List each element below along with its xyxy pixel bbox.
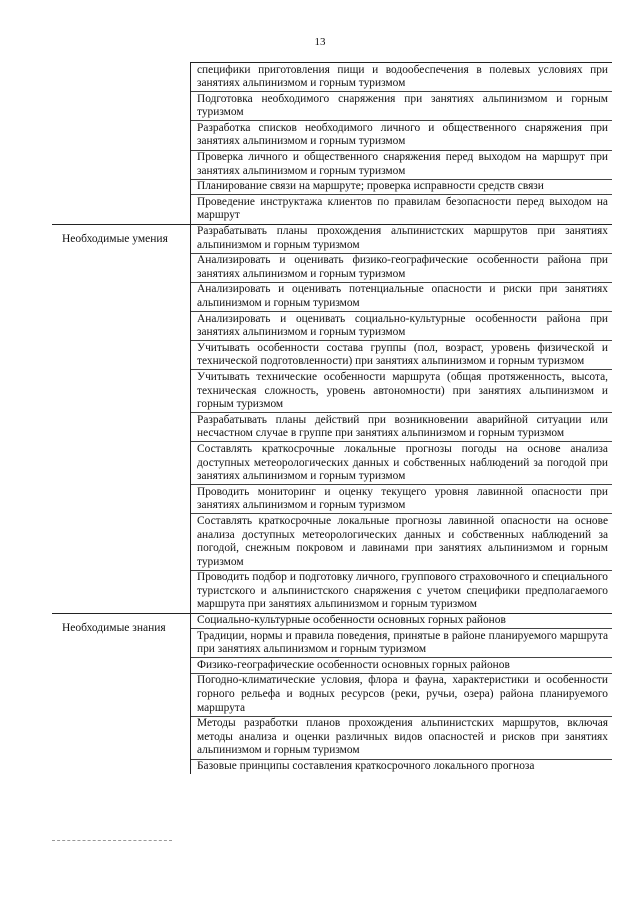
page-number: 13: [314, 36, 326, 48]
list-item: Составлять краткосрочные локальные прогнозы лавинной опасности на основе анализа доступных метеорологических данных и собственных наблюдений за погодой, снежным покровом и лавинами при занятиях альпинизмом и горным туризмом: [191, 514, 612, 570]
list-item: Разрабатывать планы действий при возникновении аварийной ситуации или несчастном случае в группе при занятиях альпинизмом и горным туризмом: [191, 413, 612, 442]
list-item: Анализировать и оценивать социально-культурные особенности района при занятиях альпинизмом и горным туризмом: [191, 312, 612, 341]
table-row: [52, 224, 612, 613]
list-item: Погодно-климатические условия, флора и фауна, характеристики и особенности горного рельефа и водных ресурсов (реки, ручьи, озера) района планируемого маршрута: [191, 674, 612, 717]
list-item: Подготовка необходимого снаряжения при занятиях альпинизмом и горным туризмом: [191, 92, 612, 121]
section-label: Необходимые знания: [62, 621, 166, 634]
list-item: Социально-культурные особенности основных горных районов: [191, 614, 612, 630]
list-item: Проводить мониторинг и оценку текущего уровня лавинной опасности при занятиях альпинизмом и горным туризмом: [191, 485, 612, 514]
footer-dashed-line: [52, 840, 172, 841]
list-item: Проведение инструктажа клиентов по правилам безопасности перед выходом на маршрут: [197, 195, 608, 222]
section-items-cell: [191, 613, 613, 774]
section-label-cell: [52, 613, 191, 774]
list-item: Учитывать технические особенности маршрута (общая протяженность, высота, техническая сложность, уровень автономности) при занятиях альпинизмом и горным туризмом: [191, 370, 612, 413]
list-item: Базовые принципы составления краткосрочного локального прогноза: [197, 760, 535, 772]
section-label: [52, 63, 190, 71]
list-item: Разработка списков необходимого личного и общественного снаряжения при занятиях альпинизмом и горным туризмом: [191, 121, 612, 150]
list-item: Учитывать особенности состава группы (пол, возраст, уровень физической и технической подготовленности) при занятиях альпинизмом и горным туризмом: [191, 341, 612, 370]
list-item: Разрабатывать планы прохождения альпинистских маршрутов при занятиях альпинизмом и горным туризмом: [191, 225, 612, 254]
list-item: Традиции, нормы и правила поведения, принятые в районе планируемого маршрута при занятиях альпинизмом и горным туризмом: [191, 629, 612, 658]
list-item: Проводить подбор и подготовку личного, группового страховочного и специального туристского и альпинистского снаряжения с учетом специфики предполагаемого маршрута при занятиях альпинизмом и горным туризмом: [197, 571, 608, 611]
list-item: Проверка личного и общественного снаряжения перед выходом на маршрут при занятиях альпинизмом и горным туризмом: [191, 151, 612, 180]
section-label-cell: [52, 224, 191, 613]
list-item: Методы разработки планов прохождения альпинистских маршрутов, включая методы анализа и оценки различных видов опасностей и рисков при занятиях альпинизмом и горным туризмом: [191, 717, 612, 760]
list-item: Физико-географические особенности основных горных районов: [191, 658, 612, 674]
list-item: Планирование связи на маршруте; проверка исправности средств связи: [191, 180, 612, 196]
list-item: Анализировать и оценивать физико-географические особенности района при занятиях альпинизмом и горным туризмом: [191, 254, 612, 283]
table-row: [52, 613, 612, 774]
competency-table: [52, 62, 612, 774]
table-row: [52, 63, 612, 225]
section-items-cell: [191, 224, 613, 613]
section-label-cell: [52, 63, 191, 225]
table-body: [52, 63, 612, 775]
section-label: Необходимые умения: [62, 232, 168, 245]
section-items-cell: [191, 63, 613, 225]
list-item: Анализировать и оценивать потенциальные опасности и риски при занятиях альпинизмом и горным туризмом: [191, 283, 612, 312]
list-item: специфики приготовления пищи и водообеспечения в полевых условиях при занятиях альпинизмом и горным туризмом: [191, 63, 612, 92]
list-item: Составлять краткосрочные локальные прогнозы погоды на основе анализа доступных метеорологических данных и собственных наблюдений за погодой при занятиях альпинизмом и горным туризмом: [191, 442, 612, 485]
